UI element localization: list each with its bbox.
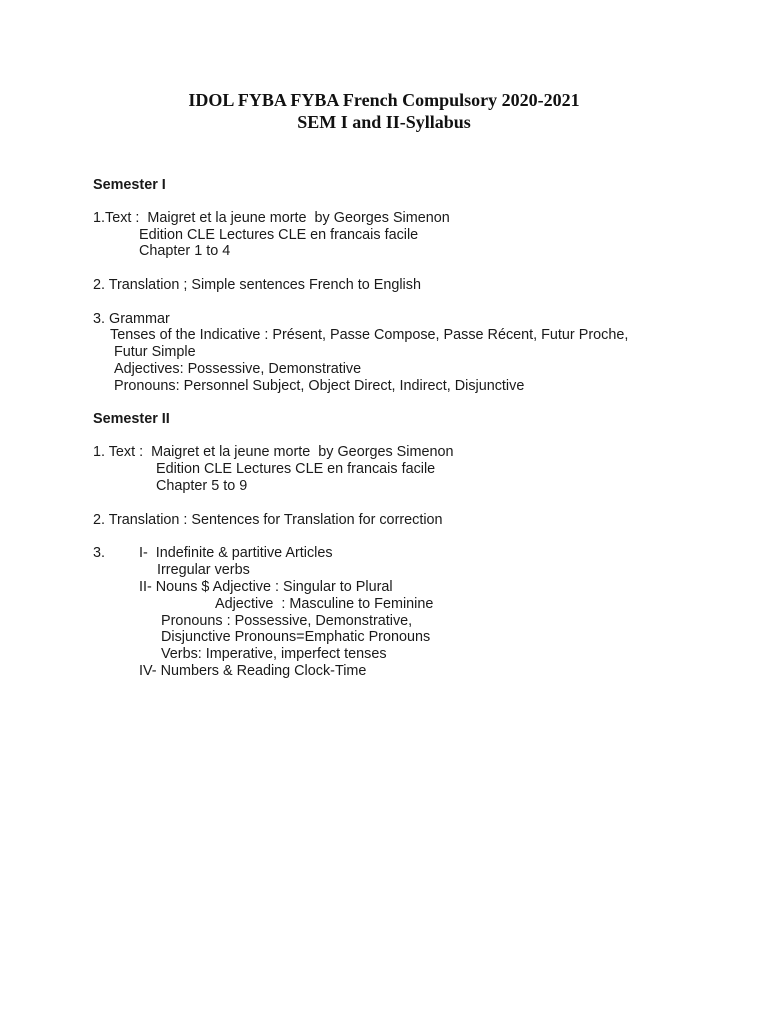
semester-2-item-3-line-8: IV- Numbers & Reading Clock-Time (139, 663, 367, 679)
semester-1-text-line-3: Chapter 1 to 4 (139, 243, 231, 259)
semester-2-item-3-line-4: Adjective : Masculine to Feminine (215, 596, 434, 612)
document-title-line-2: SEM I and II-Syllabus (297, 112, 471, 132)
semester-1-heading: Semester I (93, 177, 166, 193)
semester-1-grammar-heading: 3. Grammar (93, 311, 170, 327)
semester-2-item-3-line-6: Disjunctive Pronouns=Emphatic Pronouns (161, 629, 431, 645)
semester-2-text-line-2: Edition CLE Lectures CLE en francais facile (156, 461, 436, 477)
semester-1-text-line-2: Edition CLE Lectures CLE en francais facile (139, 227, 419, 243)
semester-2-item-3-line-3: II- Nouns $ Adjective : Singular to Plural (139, 579, 393, 595)
semester-2-translation: 2. Translation : Sentences for Translation for correction (93, 512, 443, 528)
semester-2-item-3-line-5: Pronouns : Possessive, Demonstrative, (161, 613, 413, 629)
semester-1-text-line-1: 1.Text : Maigret et la jeune morte by Georges Simenon (93, 210, 450, 226)
semester-2-item-3-line-1: I- Indefinite & partitive Articles (139, 545, 333, 561)
semester-2-item-3-number: 3. (93, 545, 106, 561)
semester-2-text-line-3: Chapter 5 to 9 (156, 478, 248, 494)
semester-1-grammar-line-2: Futur Simple (114, 344, 196, 360)
semester-1-grammar-line-4: Pronouns: Personnel Subject, Object Direct, Indirect, Disjunctive (114, 378, 525, 394)
semester-1-grammar-line-3: Adjectives: Possessive, Demonstrative (114, 361, 362, 377)
semester-1-grammar-line-1: Tenses of the Indicative : Présent, Passe Compose, Passe Récent, Futur Proche, (110, 327, 629, 343)
semester-1-translation: 2. Translation ; Simple sentences French to English (93, 277, 421, 293)
document-title-line-1: IDOL FYBA FYBA French Compulsory 2020-2021 (188, 90, 580, 110)
semester-2-item-3-line-2: Irregular verbs (157, 562, 250, 578)
semester-2-item-3-line-7: Verbs: Imperative, imperfect tenses (161, 646, 387, 662)
semester-2-text-line-1: 1. Text : Maigret et la jeune morte by Georges Simenon (93, 444, 454, 460)
semester-2-heading: Semester II (93, 411, 170, 427)
